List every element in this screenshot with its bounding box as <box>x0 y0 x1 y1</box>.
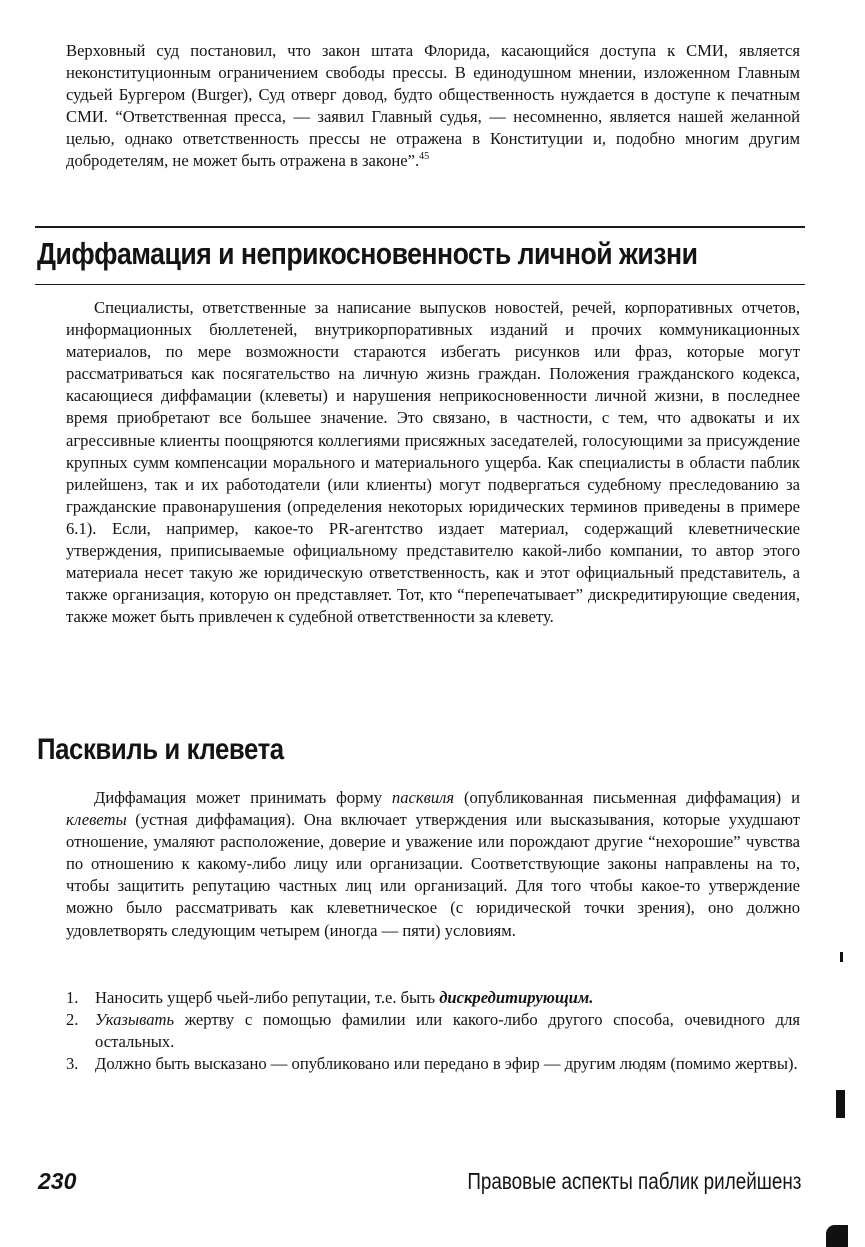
list-item-text: Должно быть высказано — опубликовано или передано в эфир — другим людям (помимо жертвы). <box>95 1054 798 1074</box>
page-number: 230 <box>38 1168 77 1194</box>
term-pasquil: пасквиля <box>391 788 455 807</box>
term-slander: клеветы <box>66 810 127 830</box>
subsection-heading: Пасквиль и клевета <box>37 733 284 766</box>
subsection-paragraph <box>66 787 800 942</box>
running-title: Правовые аспекты паблик рилейшенз <box>466 1168 801 1194</box>
subsection-text-3: (устная диффамация). Она включает утверждения или высказывания, которые ухудшают отношение, умаляют расположение, доверие и уважение или порождают другие “нехорошие” чувства по отношению к какому-либо лицу или организации. Соответствующие законы направлены на то, чтобы защитить репутацию частных лиц или организаций. Для того чтобы какое-то утверждение можно было рассматривать как клеветническое (с юридической точки зрения), оно должно удовлетворять следующим четырем (иногда — пяти) условиям. <box>66 810 800 940</box>
section-paragraph: Специалисты, ответственные за написание выпусков новостей, речей, корпоративных отчетов, информационных бюллетеней, внутрикорпоративных изданий и прочих коммуникационных материалов, по мере возможности стараются избегать рисунков или фраз, которые могут рассматриваться как посягательство на личную жизнь граждан. Положения гражданского кодекса, касающиеся диффамации (клеветы) и нарушения неприкосновенности личной жизни, в последнее время приобретают все большее значение. Это связано, в частности, с тем, что адвокаты и их агрессивные клиенты поощряются коллегиями присяжных заседателей, голосующими за присуждение крупных сумм компенсации морального и материального ущерба. Как специалисты в области паблик рилейшенз, так и их работодатели (или клиенты) могут подвергаться судебному преследованию за гражданские правонарушения (определения некоторых юридических терминов приведены в примере 6.1). Если, например, какое-то PR-агентство издает материал, содержащий клеветнические утверждения, приписываемые официальному представителю какой-либо компании, то автор этого материала несет такую же юридическую ответственность, как и этот официальный представитель, а также организация, которую он представляет. Тот, кто “перепечатывает” дискредитирующие сведения, также может быть привлечен к судебной ответственности за клевету. <box>66 298 800 627</box>
list-item <box>66 987 800 1009</box>
footnote-reference: 45 <box>419 151 430 163</box>
list-item-emphasis: дискредитирующим. <box>439 988 594 1007</box>
list-item-number: 1. <box>66 988 79 1007</box>
subsection-text-1: Диффамация может принимать форму <box>94 788 392 807</box>
list-item-text: Наносить ущерб чьей-либо репутации, т.е. быть <box>95 988 440 1007</box>
scan-artifact-mark <box>836 1090 845 1118</box>
conditions-list <box>66 987 800 1075</box>
section-top-rule <box>35 226 805 228</box>
scan-artifact-corner <box>826 1225 848 1247</box>
list-item-number: 3. <box>66 1054 79 1074</box>
intro-paragraph-text: Верховный суд постановил, что закон штата Флорида, касающийся доступа к СМИ, является неконституционным ограничением свободы прессы. В единодушном мнении, изложенном Главным судьей Бургером (Burger), Суд отверг довод, будто общественность нуждается в доступе к печатным СМИ. “Ответственная пресса, — заявил Главный судья, — несомненно, является нашей желанной целью, однако ответственность прессы не отражена в Конституции и, подобно многим другим добродетелям, не может быть отражена в законе”. <box>66 41 800 171</box>
scan-artifact-dot <box>840 952 843 962</box>
intro-paragraph <box>66 40 800 173</box>
section-heading: Диффамация и неприкосновенность личной жизни <box>37 236 698 271</box>
subsection-text-2: (опубликованная письменная диффамация) и <box>454 788 800 807</box>
list-item-emphasis: Указывать <box>95 1010 175 1030</box>
list-item <box>66 1053 800 1075</box>
list-item-text: жертву с помощью фамилии или какого-либо другого способа, очевидного для остальных. <box>95 1010 800 1052</box>
list-item <box>66 1009 800 1053</box>
list-item-number: 2. <box>66 1010 79 1030</box>
section-bottom-rule <box>35 284 805 285</box>
